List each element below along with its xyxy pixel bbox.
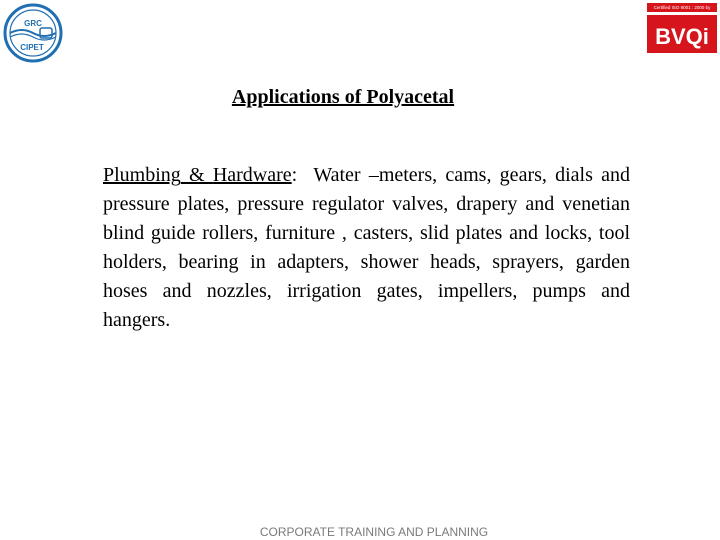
body-label-amp: &: [180, 164, 213, 186]
body-paragraph-text: Water –meters, cams, gears, dials and pressure plates, pressure regulator valves, drapery and venetian blind guide rollers, furniture , casters, slid plates and locks, tool holders, bearing in adapters, shower heads, sprayers, garden hoses and nozzles, irrigation gates, impellers, pumps and hangers.: [103, 164, 635, 331]
slide-body: [103, 161, 635, 335]
body-label-colon: :: [291, 164, 298, 186]
body-label-plumbing: Plumbing: [103, 164, 181, 186]
bvqi-logo-brand: BVQi: [655, 24, 709, 49]
footer-text: CORPORATE TRAINING AND PLANNING: [259, 525, 489, 539]
body-label-hardware: Hardware: [212, 164, 292, 186]
cipet-logo-top-text: GRC: [24, 19, 42, 28]
certification-text: Certified ISO 9001 : 2000 by: [647, 3, 717, 12]
slide-title: Applications of Polyacetal: [231, 86, 455, 108]
cipet-logo-icon: [2, 2, 64, 64]
cipet-logo-bottom-text: CIPET: [20, 43, 44, 52]
bvqi-logo-icon: [647, 15, 717, 53]
